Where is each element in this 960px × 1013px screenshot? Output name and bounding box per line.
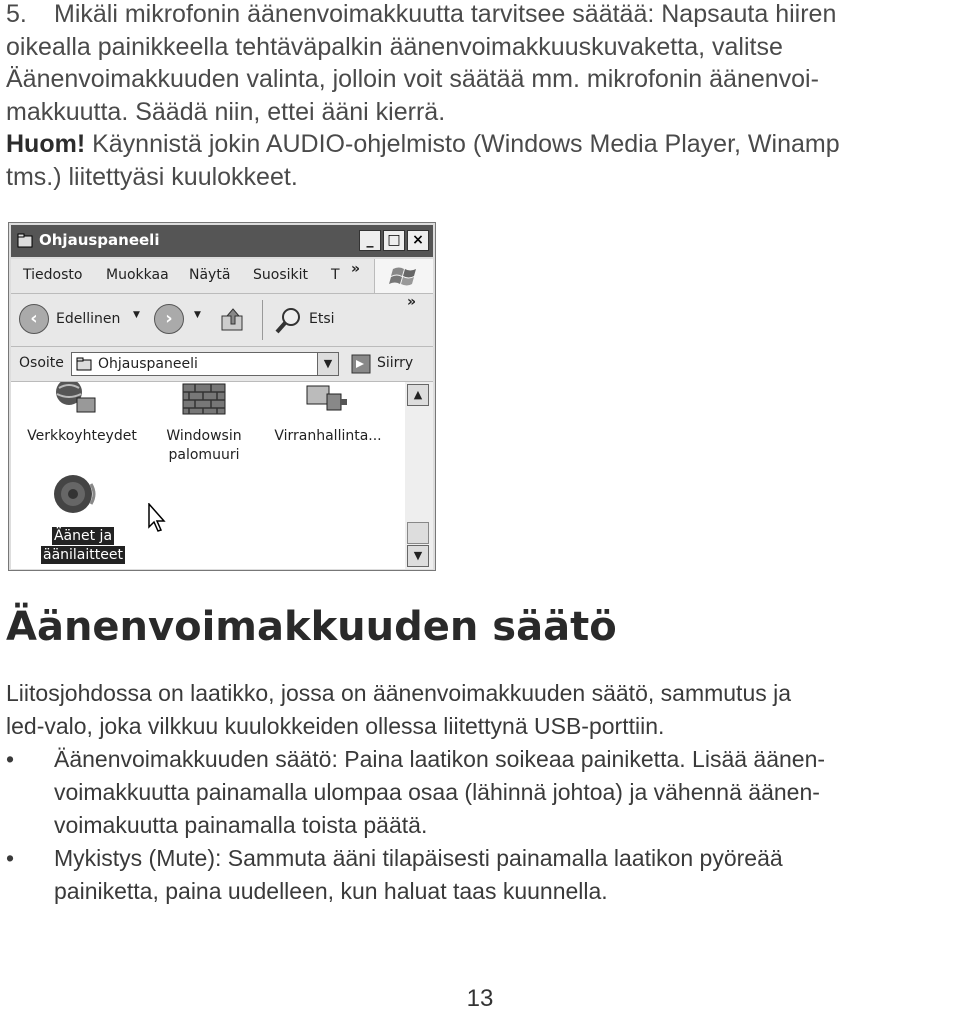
intro-line: led-valo, joka vilkkuu kuulokkeiden ollessa liitettynä USB-porttiin. bbox=[6, 713, 665, 739]
forward-arrow-icon[interactable]: › bbox=[154, 304, 184, 334]
control-panel-window bbox=[8, 222, 436, 571]
search-icon[interactable] bbox=[273, 304, 305, 336]
menu-bar bbox=[11, 259, 433, 294]
menu-file[interactable]: Tiedosto bbox=[23, 267, 83, 283]
address-label: Osoite bbox=[19, 355, 64, 371]
windows-logo bbox=[374, 259, 433, 293]
close-button[interactable]: × bbox=[407, 230, 429, 251]
bullet-line: voimakuutta painamalla toista päätä. bbox=[54, 812, 428, 838]
menu-view[interactable]: Näytä bbox=[189, 267, 231, 283]
toolbar-overflow[interactable]: » bbox=[407, 294, 417, 310]
step-number: 5. bbox=[6, 0, 27, 28]
minimize-button[interactable]: _ bbox=[359, 230, 381, 251]
menu-edit[interactable]: Muokkaa bbox=[106, 267, 169, 283]
item-label-network[interactable]: Verkkoyhteydet bbox=[27, 428, 137, 444]
go-button-label[interactable]: Siirry bbox=[377, 355, 414, 371]
note-line: tms.) liitettyäsi kuulokkeet. bbox=[6, 162, 298, 191]
search-button-label[interactable]: Etsi bbox=[309, 311, 335, 327]
address-input[interactable] bbox=[71, 352, 339, 376]
title-bar[interactable] bbox=[11, 225, 433, 257]
folder-icon bbox=[76, 356, 92, 372]
toolbar bbox=[11, 294, 433, 347]
item-label-firewall[interactable] bbox=[139, 427, 269, 465]
bullet-line: painiketta, paina uudelleen, kun haluat taas kuunnella. bbox=[54, 878, 608, 904]
bullet-line: voimakkuutta painamalla ulompaa osaa (lähinnä johtoa) ja vähennä äänen- bbox=[54, 779, 820, 805]
address-bar bbox=[11, 347, 433, 382]
speaker-icon[interactable] bbox=[51, 470, 101, 518]
note-label: Huom! bbox=[6, 130, 86, 158]
go-arrow-icon[interactable] bbox=[351, 354, 371, 374]
windows-flag-icon bbox=[375, 259, 433, 293]
maximize-button[interactable]: □ bbox=[383, 230, 405, 251]
bullet-line: Mykistys (Mute): Sammuta ääni tilapäisesti painamalla laatikon pyöreää bbox=[54, 845, 783, 871]
mouse-cursor-icon bbox=[147, 503, 167, 533]
scroll-thumb[interactable] bbox=[407, 522, 429, 544]
label-line: äänilaitteet bbox=[43, 547, 123, 563]
instruction-line: oikealla painikkeella tehtäväpalkin äänenvoimakkuuskuvaketta, valitse bbox=[6, 32, 783, 61]
instruction-line: makkuutta. Säädä niin, ettei ääni kierrä. bbox=[6, 97, 446, 126]
section-heading: Äänenvoimakkuuden säätö bbox=[6, 604, 617, 650]
toolbar-divider bbox=[262, 300, 263, 340]
scroll-up-icon[interactable]: ▲ bbox=[407, 384, 429, 406]
vertical-scrollbar[interactable] bbox=[405, 382, 433, 569]
firewall-icon[interactable] bbox=[181, 382, 227, 418]
intro-line: Liitosjohdossa on laatikko, jossa on äänenvoimakkuuden säätö, sammutus ja bbox=[6, 680, 792, 706]
label-line: Windowsin bbox=[166, 428, 242, 444]
menu-overflow[interactable]: » bbox=[351, 261, 361, 277]
forward-dropdown-icon[interactable]: ▼ bbox=[194, 310, 201, 320]
section-body bbox=[6, 677, 956, 908]
instruction-line: Mikäli mikrofonin äänenvoimakkuutta tarvitsee säätää: Napsauta hiiren bbox=[54, 0, 837, 28]
folder-icon bbox=[17, 233, 33, 249]
page-number: 13 bbox=[466, 985, 494, 1012]
bullet-item-volume bbox=[6, 743, 956, 842]
back-dropdown-icon[interactable]: ▼ bbox=[133, 310, 140, 320]
instruction-line: Äänenvoimakkuuden valinta, jolloin voit säätää mm. mikrofonin äänenvoi- bbox=[6, 65, 819, 93]
window-title: Ohjauspaneeli bbox=[39, 231, 160, 249]
item-label-sounds[interactable] bbox=[39, 527, 127, 565]
menu-tools[interactable]: T bbox=[331, 267, 340, 283]
power-options-icon[interactable] bbox=[301, 382, 351, 416]
bullet-line: Äänenvoimakkuuden säätö: Paina laatikon soikeaa painiketta. Lisää äänen- bbox=[54, 746, 826, 772]
label-line: Äänet ja bbox=[53, 528, 113, 544]
instruction-step bbox=[6, 0, 946, 193]
menu-favorites[interactable]: Suosikit bbox=[253, 267, 308, 283]
item-label-power[interactable]: Virranhallinta... bbox=[274, 428, 382, 444]
bullet-marker: • bbox=[6, 746, 15, 772]
address-dropdown-icon[interactable]: ▼ bbox=[317, 353, 338, 375]
address-value: Ohjauspaneeli bbox=[98, 356, 198, 372]
back-button-label[interactable]: Edellinen bbox=[56, 311, 121, 327]
up-folder-icon[interactable] bbox=[219, 306, 247, 334]
back-arrow-icon[interactable]: ‹ bbox=[19, 304, 49, 334]
note-line bbox=[6, 128, 946, 161]
note-text: Käynnistä jokin AUDIO-ohjelmisto (Windows Media Player, Winamp bbox=[85, 130, 840, 158]
bullet-item-mute bbox=[6, 842, 956, 908]
network-connections-icon[interactable] bbox=[51, 382, 99, 420]
control-panel-content bbox=[11, 382, 405, 569]
scroll-down-icon[interactable]: ▼ bbox=[407, 545, 429, 567]
label-line: palomuuri bbox=[168, 447, 240, 463]
bullet-marker: • bbox=[6, 845, 15, 871]
